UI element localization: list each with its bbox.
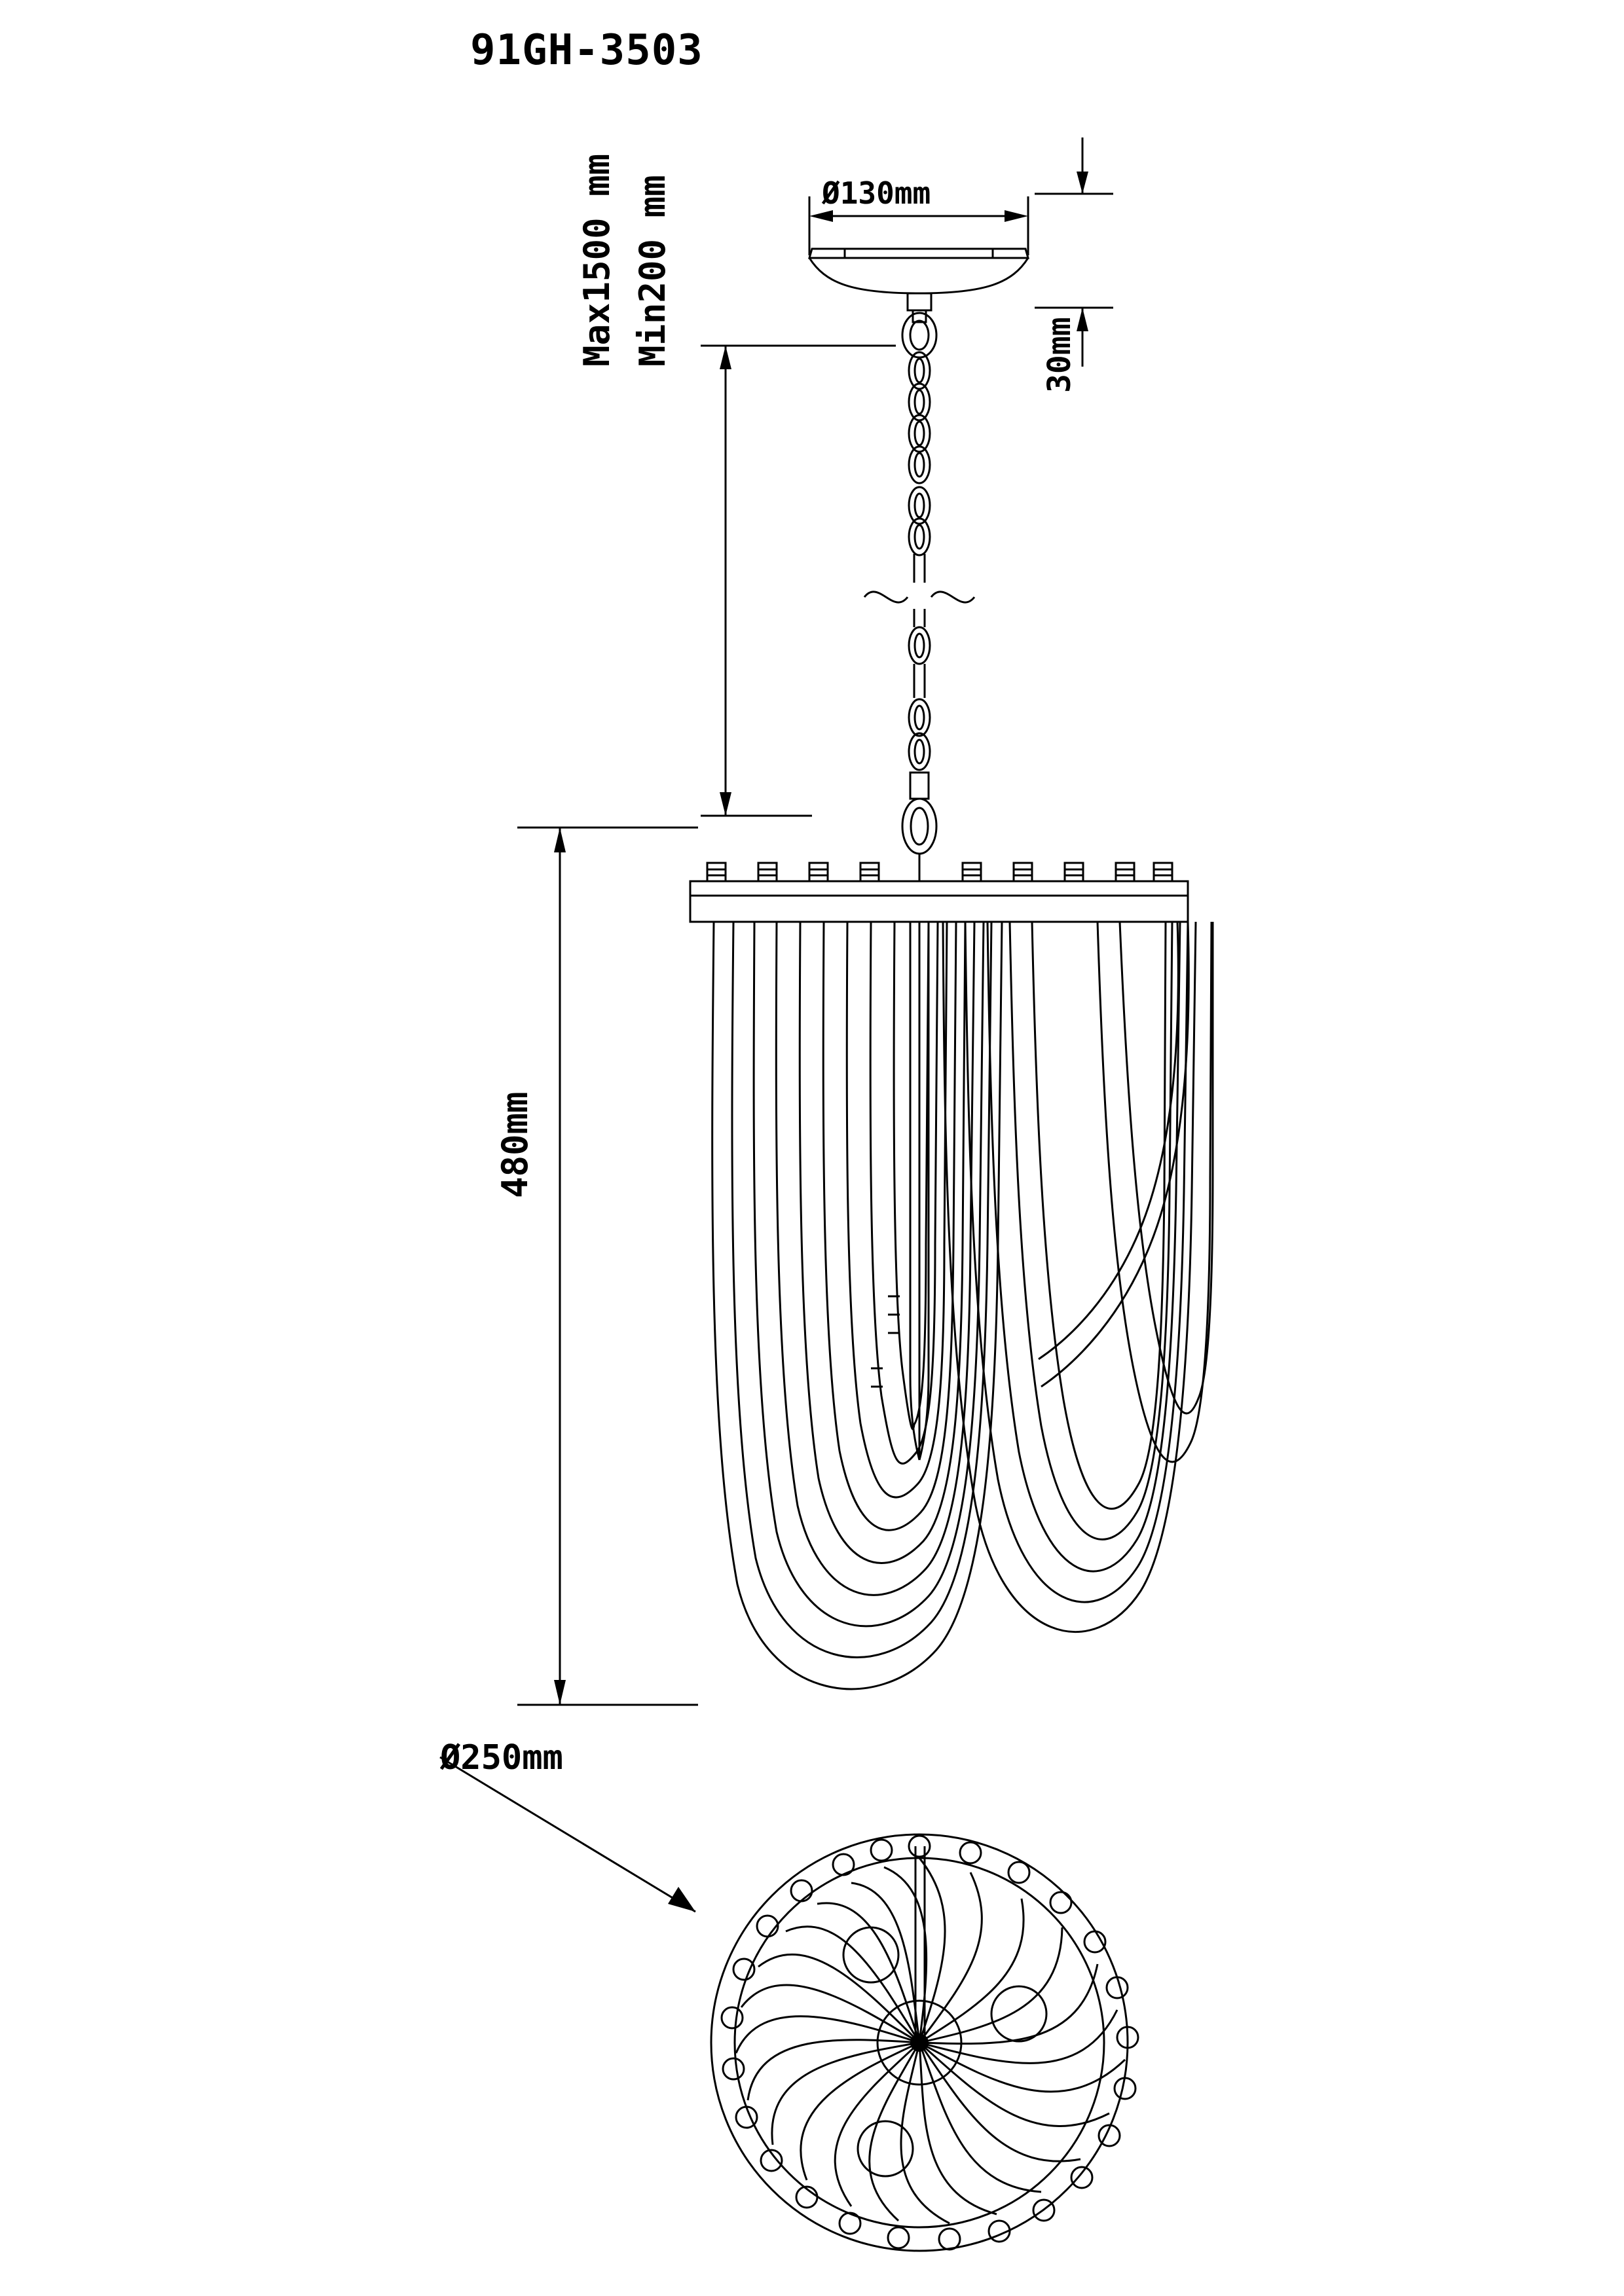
dimension-canopy-height: 30mm bbox=[1041, 317, 1078, 393]
top-plate-studs bbox=[707, 863, 1172, 881]
canopy bbox=[809, 249, 1028, 322]
fixture-height-dim-lines bbox=[517, 828, 698, 1705]
drop-dim-lines bbox=[701, 346, 896, 816]
dimension-shade-diameter: Ø250mm bbox=[440, 1738, 563, 1777]
dimension-canopy-diameter: Ø130mm bbox=[822, 175, 931, 211]
suspension-chain bbox=[864, 313, 974, 881]
shade-diameter-leader bbox=[440, 1757, 695, 1912]
canopy-height-dim-lines bbox=[1035, 137, 1113, 367]
dimension-drop-min: Min200 mm bbox=[632, 175, 673, 367]
draped-rods bbox=[712, 922, 1213, 1689]
dimension-fixture-height: 480mm bbox=[494, 1091, 536, 1198]
fixture-top-plate bbox=[690, 863, 1188, 922]
dimension-drop-max: Max1500 mm bbox=[576, 153, 618, 367]
page-title: 91GH-3503 bbox=[470, 26, 703, 75]
plan-spokes bbox=[736, 1858, 1125, 2223]
bottom-plan-view bbox=[711, 1834, 1138, 2251]
canopy-diameter-dim-lines bbox=[809, 196, 1028, 255]
